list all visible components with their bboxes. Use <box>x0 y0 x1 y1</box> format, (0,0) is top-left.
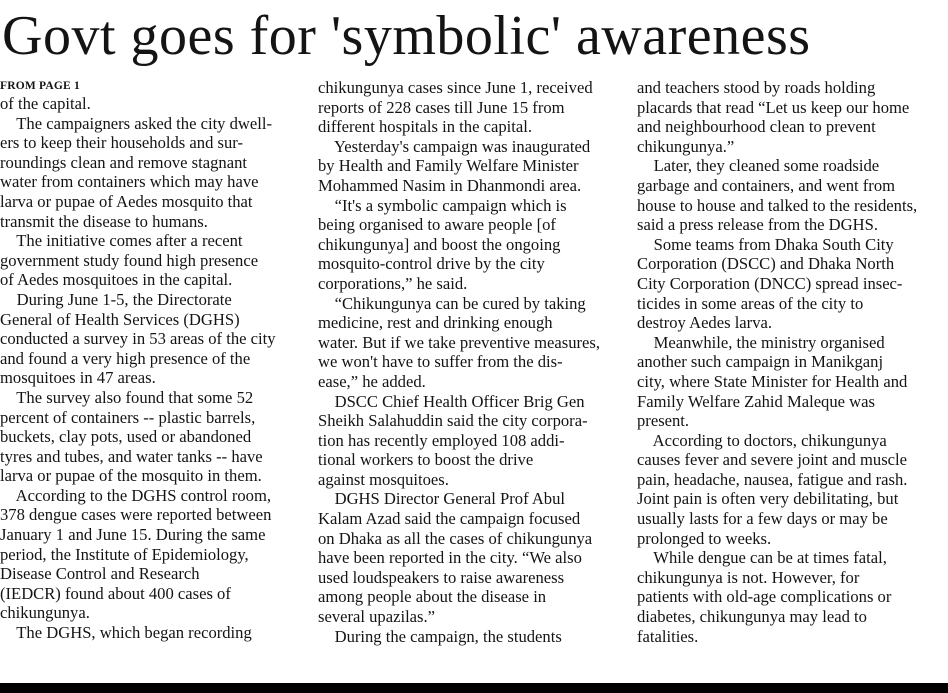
text-line: Corporation (DSCC) and Dhaka North <box>637 254 895 274</box>
text-line: we won't have to suffer from the dis- <box>318 352 563 372</box>
text-line: roundings clean and remove stagnant <box>0 152 247 172</box>
continuation-kicker: FROM PAGE 1 <box>0 80 80 92</box>
text-line: against mosquitoes. <box>318 469 449 489</box>
text-line: “Chikungunya can be cured by taking <box>318 293 586 313</box>
text-line: Kalam Azad said the campaign focused <box>318 509 581 529</box>
headline: Govt goes for 'symbolic' awareness <box>2 5 811 67</box>
text-line: used loudspeakers to raise awareness <box>318 567 565 587</box>
text-line: The campaigners asked the city dwell- <box>0 113 273 133</box>
text-line: diabetes, chikungunya may lead to <box>637 607 867 627</box>
text-line: “It's a symbolic campaign which is <box>318 195 567 215</box>
text-line: tional workers to boost the drive <box>318 450 534 470</box>
text-line: Some teams from Dhaka South City <box>637 234 894 254</box>
article-column-2 <box>318 78 616 646</box>
text-line: Later, they cleaned some roadside <box>637 156 880 176</box>
text-line: chikungunya cases since June 1, received <box>318 78 593 97</box>
text-line: reports of 228 cases till June 15 from <box>318 97 565 117</box>
text-line: city, where State Minister for Health and <box>637 371 908 391</box>
text-line: by Health and Family Welfare Minister <box>318 156 579 176</box>
text-line: on Dhaka as all the cases of chikungunya <box>318 528 593 548</box>
text-line: (IEDCR) found about 400 cases of <box>0 583 231 603</box>
text-line: City Corporation (DNCC) spread insec- <box>637 273 903 293</box>
article-column-1 <box>0 78 298 643</box>
text-line: chikungunya. <box>0 603 90 623</box>
text-line: water from containers which may have <box>0 172 259 192</box>
text-line: water. But if we take preventive measures, <box>318 332 600 352</box>
text-line: chikungunya.” <box>637 136 735 156</box>
text-line: The DGHS, which began recording <box>0 623 252 643</box>
text-line: present. <box>637 411 690 431</box>
text-line: tion has recently employed 108 addi- <box>318 430 565 450</box>
text-line: Joint pain is often very debilitating, but <box>637 489 899 509</box>
text-line: garbage and containers, and went from <box>637 175 896 195</box>
text-line: pain, headache, nausea, fatigue and rash. <box>637 469 908 489</box>
text-line: mosquitoes in 47 areas. <box>0 368 156 388</box>
text-line: larva or pupae of the mosquito in them. <box>0 466 262 486</box>
text-line: Yesterday's campaign was inaugurated <box>318 136 591 156</box>
text-line: ticides in some areas of the city to <box>637 293 864 313</box>
text-line: DSCC Chief Health Officer Brig Gen <box>318 391 585 411</box>
text-line: transmit the disease to humans. <box>0 211 208 231</box>
text-line: prolonged to weeks. <box>637 528 772 548</box>
text-line: house to house and talked to the residents, <box>637 195 918 215</box>
text-line: During the campaign, the students <box>318 626 562 646</box>
text-line: corporations,” he said. <box>318 273 468 293</box>
text-line: According to doctors, chikungunya <box>637 430 887 450</box>
text-line: period, the Institute of Epidemiology, <box>0 544 249 564</box>
text-line: DGHS Director General Prof Abul <box>318 489 566 509</box>
text-line: several upazilas.” <box>318 607 436 627</box>
text-line: percent of containers -- plastic barrels, <box>0 407 256 427</box>
text-line: chikungunya] and boost the ongoing <box>318 234 561 254</box>
text-line: patients with old-age complications or <box>637 587 892 607</box>
text-line: said a press release from the DGHS. <box>637 215 878 235</box>
text-line: medicine, rest and drinking enough <box>318 313 553 333</box>
text-line: conducted a survey in 53 areas of the city <box>0 329 276 349</box>
text-line: January 1 and June 15. During the same <box>0 525 266 545</box>
scan-edge-bar <box>0 683 948 693</box>
text-line: of the capital. <box>0 94 91 113</box>
text-line: chikungunya is not. However, for <box>637 567 860 587</box>
text-line: The survey also found that some 52 <box>0 387 254 407</box>
text-line: Mohammed Nasim in Dhanmondi area. <box>318 175 582 195</box>
text-line: The initiative comes after a recent <box>0 231 243 251</box>
text-line: mosquito-control drive by the city <box>318 254 545 274</box>
text-line: and neighbourhood clean to prevent <box>637 117 876 137</box>
text-line: According to the DGHS control room, <box>0 485 271 505</box>
text-line: causes fever and severe joint and muscle <box>637 450 907 470</box>
text-line: Family Welfare Zahid Maleque was <box>637 391 875 411</box>
text-line: government study found high presence <box>0 250 259 270</box>
text-line: While dengue can be at times fatal, <box>637 548 887 568</box>
text-line: Sheikh Salahuddin said the city corpora- <box>318 411 588 431</box>
text-line: General of Health Services (DGHS) <box>0 309 240 329</box>
text-line: fatalities. <box>637 626 699 646</box>
text-line: ers to keep their households and sur- <box>0 133 243 153</box>
text-line: of Aedes mosquitoes in the capital. <box>0 270 233 290</box>
text-line: Disease Control and Research <box>0 564 200 584</box>
text-line: another such campaign in Manikganj <box>637 352 884 372</box>
text-line: buckets, clay pots, used or abandoned <box>0 427 252 447</box>
text-line: and teachers stood by roads holding <box>637 78 876 97</box>
text-line: different hospitals in the capital. <box>318 117 532 137</box>
text-line: During June 1-5, the Directorate <box>0 289 232 309</box>
text-line: and found a very high presence of the <box>0 348 251 368</box>
text-line: being organised to aware people [of <box>318 215 556 235</box>
text-line: destroy Aedes larva. <box>637 313 773 333</box>
text-line: have been reported in the city. “We also <box>318 548 582 568</box>
text-line: larva or pupae of Aedes mosquito that <box>0 191 253 211</box>
text-line: among people about the disease in <box>318 587 547 607</box>
text-line: ease,” he added. <box>318 371 426 391</box>
article-column-3 <box>637 78 936 646</box>
text-line: Meanwhile, the ministry organised <box>637 332 885 352</box>
text-line: 378 dengue cases were reported between <box>0 505 272 525</box>
text-line: usually lasts for a few days or may be <box>637 509 888 529</box>
text-line: placards that read “Let us keep our home <box>637 97 910 117</box>
text-line: tyres and tubes, and water tanks -- have <box>0 446 263 466</box>
